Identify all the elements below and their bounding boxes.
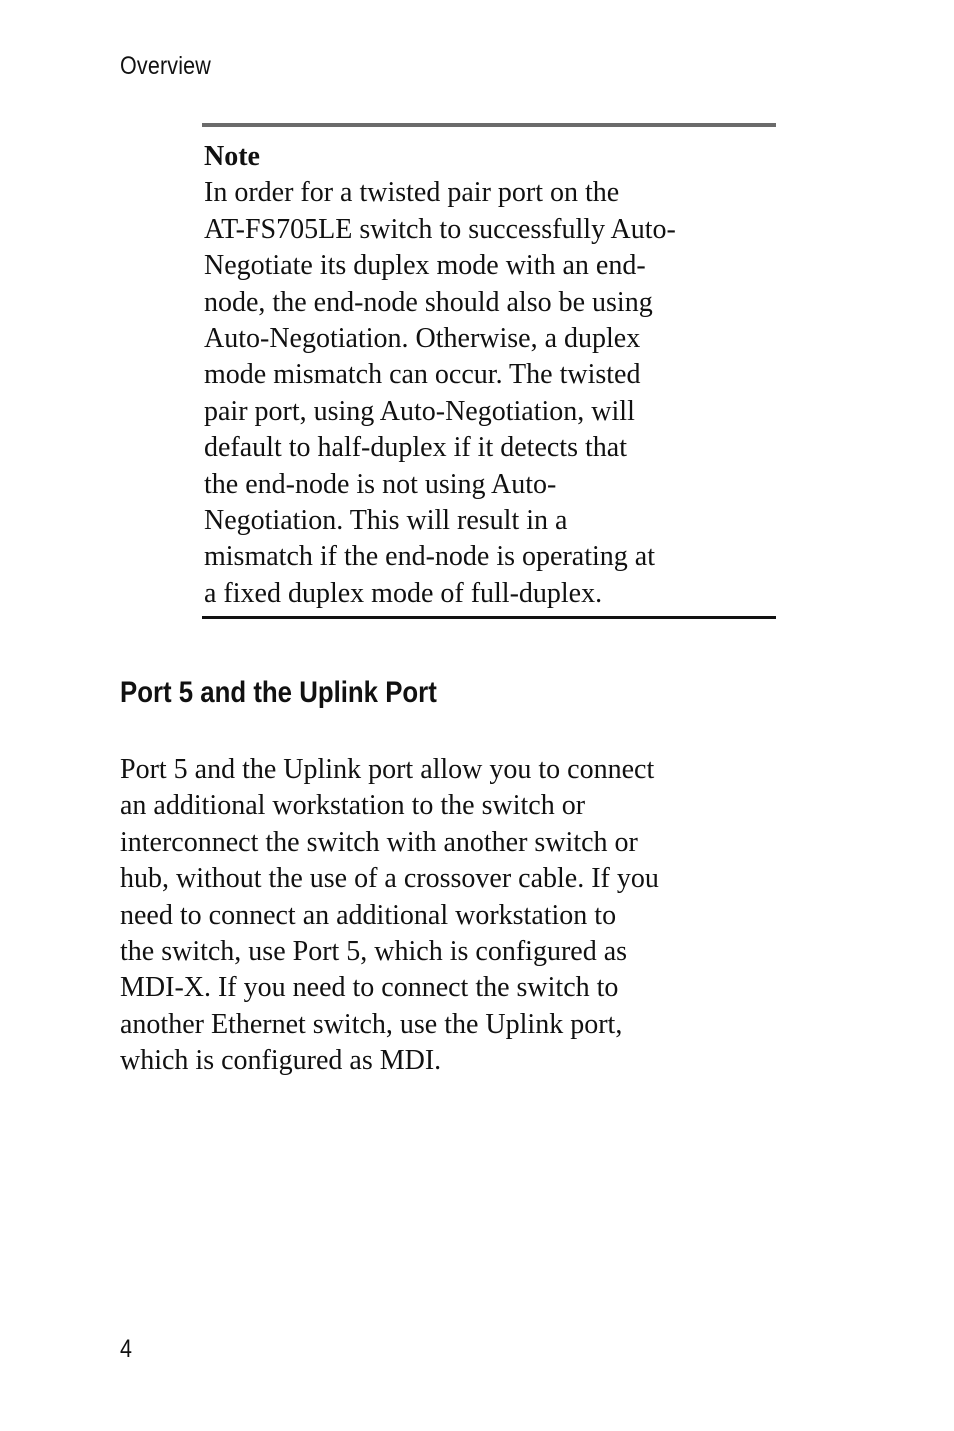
- section-heading: Port 5 and the Uplink Port: [120, 676, 437, 709]
- page-number: 4: [120, 1335, 132, 1363]
- note-box: [202, 123, 776, 619]
- running-header: Overview: [120, 52, 211, 80]
- note-body: In order for a twisted pair port on the AT-FS705LE switch to successfully Auto- Negotiate its duplex mode with an end- node, the end-node should also be using Auto-Negotiation. Otherwise, a duplex mode mismatch can occur. The twisted pair port, using Auto-Negotiation, will default to half-duplex if it detects that the end-node is not using Auto- Negotiation. This will result in a mismatch if the end-node is operating at a fixed duplex mode of full-duplex.: [204, 177, 676, 609]
- note-title: Note: [204, 141, 260, 172]
- body-paragraph: Port 5 and the Uplink port allow you to connect an additional workstation to the switch or interconnect the switch with another switch or hub, without the use of a crossover cable. If you need to connect an additional workstation to the switch, use Port 5, which is configured as MDI-X. If you need to connect the switch to another Ethernet switch, use the Uplink port, which is configured as MDI.: [120, 754, 659, 1077]
